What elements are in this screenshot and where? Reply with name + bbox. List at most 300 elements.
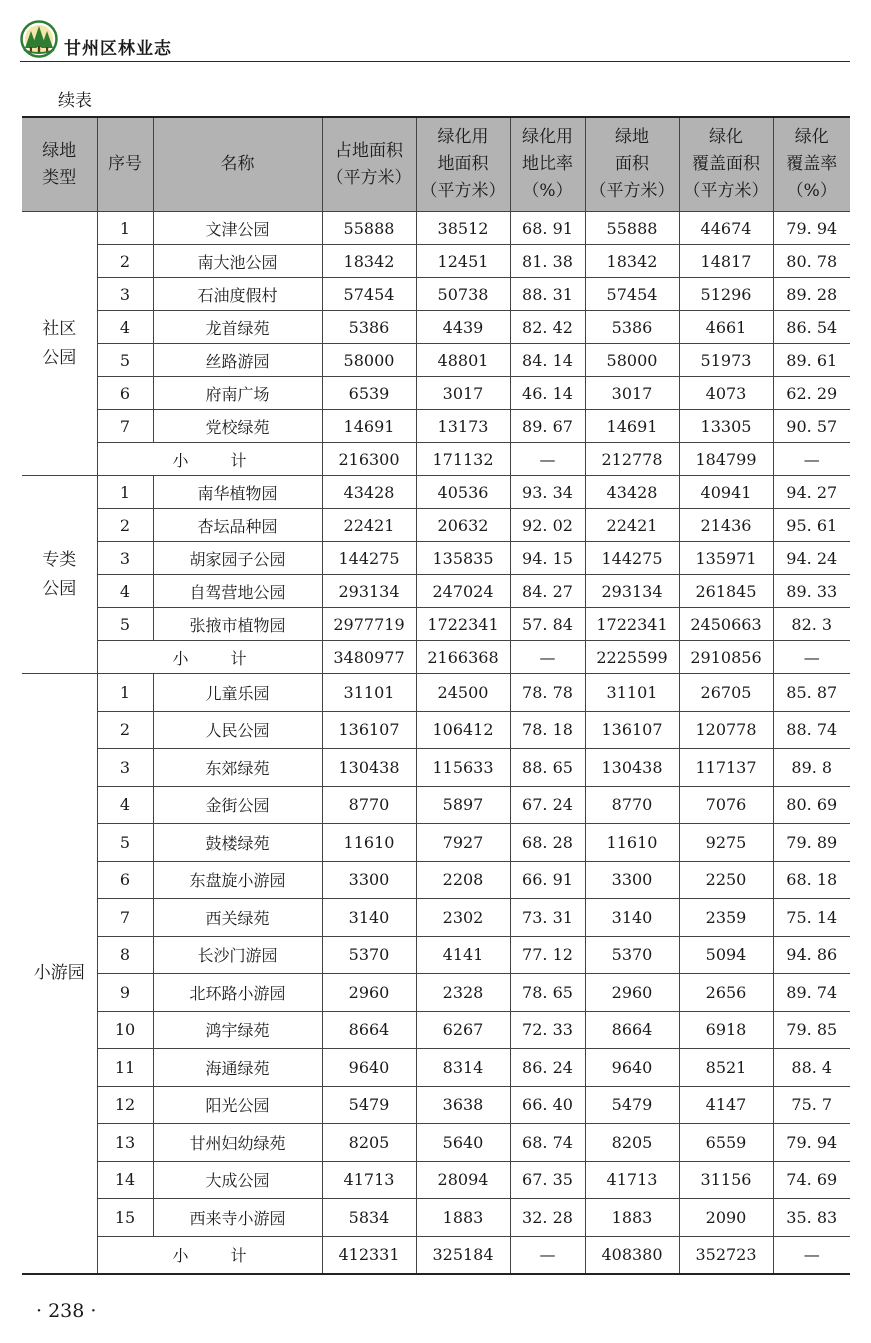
cell-name: 丝路游园 — [153, 344, 322, 377]
cell-green-land-ratio: 84. 14 — [510, 344, 585, 377]
page-header — [20, 20, 850, 64]
table-row — [22, 1011, 850, 1049]
category-line: 小游园 — [33, 963, 85, 983]
cell-green-land-ratio: 88. 31 — [510, 278, 585, 311]
cell-name: 南大池公园 — [153, 245, 322, 278]
subtotal-value: 352723 — [679, 1236, 773, 1274]
cell-green-land-area: 20632 — [416, 509, 510, 542]
cell-coverage-rate: 35. 83 — [773, 1199, 850, 1237]
cell-green-land-ratio: 68. 74 — [510, 1124, 585, 1162]
cell-name: 海通绿苑 — [153, 1049, 322, 1087]
cell-green-area: 43428 — [585, 476, 679, 509]
header-land-area — [322, 117, 416, 212]
cell-coverage-rate: 89. 74 — [773, 974, 850, 1012]
cell-coverage-rate: 89. 8 — [773, 749, 850, 787]
cell-land-area: 8770 — [322, 786, 416, 824]
cell-index: 1 — [97, 674, 153, 712]
cell-index: 6 — [97, 377, 153, 410]
cell-land-area: 3140 — [322, 899, 416, 937]
cell-green-land-ratio: 66. 91 — [510, 861, 585, 899]
cell-green-area: 9640 — [585, 1049, 679, 1087]
cell-green-area: 5370 — [585, 936, 679, 974]
table-row — [22, 278, 850, 311]
subtotal-value: 325184 — [416, 1236, 510, 1274]
subtotal-label — [97, 1236, 322, 1274]
header-line: 绿化用 — [437, 127, 489, 147]
subtotal-value: — — [510, 641, 585, 674]
cell-coverage-area: 44674 — [679, 212, 773, 245]
subtotal-value: 184799 — [679, 443, 773, 476]
cell-name: 胡家园子公园 — [153, 542, 322, 575]
cell-green-area: 3140 — [585, 899, 679, 937]
table-row — [22, 410, 850, 443]
header-line: 地面积 — [437, 154, 489, 174]
cell-coverage-rate: 80. 78 — [773, 245, 850, 278]
cell-index: 4 — [97, 311, 153, 344]
table-row — [22, 786, 850, 824]
header-coverage-rate — [773, 117, 850, 212]
cell-green-area: 5479 — [585, 1086, 679, 1124]
cell-green-land-ratio: 78. 18 — [510, 711, 585, 749]
cell-coverage-rate: 88. 4 — [773, 1049, 850, 1087]
table-row — [22, 749, 850, 787]
cell-green-land-ratio: 57. 84 — [510, 608, 585, 641]
cell-green-land-area: 1722341 — [416, 608, 510, 641]
cell-coverage-rate: 75. 14 — [773, 899, 850, 937]
header-divider — [20, 61, 850, 62]
cell-index: 14 — [97, 1161, 153, 1199]
cell-index: 6 — [97, 861, 153, 899]
table-row — [22, 509, 850, 542]
header-line: （平方米） — [589, 181, 675, 201]
cell-index: 8 — [97, 936, 153, 974]
cell-land-area: 41713 — [322, 1161, 416, 1199]
cell-green-area: 2960 — [585, 974, 679, 1012]
cell-green-land-ratio: 72. 33 — [510, 1011, 585, 1049]
subtotal-value: — — [773, 641, 850, 674]
cell-coverage-rate: 90. 57 — [773, 410, 850, 443]
cell-green-land-ratio: 78. 65 — [510, 974, 585, 1012]
table-row — [22, 711, 850, 749]
cell-coverage-rate: 89. 61 — [773, 344, 850, 377]
cell-coverage-rate: 80. 69 — [773, 786, 850, 824]
cell-green-area: 57454 — [585, 278, 679, 311]
cell-green-land-ratio: 88. 65 — [510, 749, 585, 787]
header-index — [97, 117, 153, 212]
cell-coverage-area: 40941 — [679, 476, 773, 509]
cell-green-land-ratio: 73. 31 — [510, 899, 585, 937]
green-space-table — [22, 116, 850, 1275]
subtotal-value: 2166368 — [416, 641, 510, 674]
table-row — [22, 608, 850, 641]
cell-land-area: 18342 — [322, 245, 416, 278]
subtotal-label-a: 小 — [172, 1246, 189, 1266]
cell-index: 1 — [97, 476, 153, 509]
cell-name: 东郊绿苑 — [153, 749, 322, 787]
subtotal-row — [22, 443, 850, 476]
cell-green-land-ratio: 68. 91 — [510, 212, 585, 245]
header-line: （平方米） — [420, 181, 506, 201]
subtotal-value: 212778 — [585, 443, 679, 476]
header-green-land-area — [416, 117, 510, 212]
cell-name: 龙首绿苑 — [153, 311, 322, 344]
cell-index: 12 — [97, 1086, 153, 1124]
cell-green-area: 130438 — [585, 749, 679, 787]
cell-coverage-area: 13305 — [679, 410, 773, 443]
cell-land-area: 55888 — [322, 212, 416, 245]
cell-green-land-area: 247024 — [416, 575, 510, 608]
cell-index: 4 — [97, 786, 153, 824]
cell-coverage-area: 261845 — [679, 575, 773, 608]
forest-logo-icon — [20, 20, 58, 58]
table-row — [22, 212, 850, 245]
cell-name: 文津公园 — [153, 212, 322, 245]
subtotal-label — [97, 641, 322, 674]
cell-coverage-area: 9275 — [679, 824, 773, 862]
cell-coverage-rate: 94. 24 — [773, 542, 850, 575]
book-title: 甘州区林业志 — [64, 39, 172, 59]
cell-coverage-rate: 82. 3 — [773, 608, 850, 641]
header-line: 面积 — [615, 154, 649, 174]
cell-name: 阳光公园 — [153, 1086, 322, 1124]
header-line: （%） — [786, 181, 837, 201]
cell-green-area: 8664 — [585, 1011, 679, 1049]
cell-coverage-area: 2359 — [679, 899, 773, 937]
cell-green-area: 8205 — [585, 1124, 679, 1162]
subtotal-label-a: 小 — [172, 648, 189, 668]
cell-land-area: 58000 — [322, 344, 416, 377]
table-caption: 续表 — [58, 91, 92, 111]
header-line: （平方米） — [683, 181, 769, 201]
cell-index: 4 — [97, 575, 153, 608]
cell-name: 党校绿苑 — [153, 410, 322, 443]
cell-coverage-area: 8521 — [679, 1049, 773, 1087]
table-row — [22, 1049, 850, 1087]
cell-name: 自驾营地公园 — [153, 575, 322, 608]
category-line: 社区 — [42, 318, 77, 339]
cell-name: 甘州妇幼绿苑 — [153, 1124, 322, 1162]
subtotal-row — [22, 1236, 850, 1274]
cell-name: 儿童乐园 — [153, 674, 322, 712]
cell-green-land-area: 5897 — [416, 786, 510, 824]
cell-index: 5 — [97, 824, 153, 862]
cell-land-area: 130438 — [322, 749, 416, 787]
cell-coverage-rate: 89. 33 — [773, 575, 850, 608]
cell-coverage-area: 5094 — [679, 936, 773, 974]
cell-name: 人民公园 — [153, 711, 322, 749]
cell-name: 府南广场 — [153, 377, 322, 410]
subtotal-value: 216300 — [322, 443, 416, 476]
subtotal-value: 3480977 — [322, 641, 416, 674]
cell-land-area: 22421 — [322, 509, 416, 542]
cell-green-land-area: 3638 — [416, 1086, 510, 1124]
table-row — [22, 1124, 850, 1162]
cell-name: 东盘旋小游园 — [153, 861, 322, 899]
cell-green-land-ratio: 93. 34 — [510, 476, 585, 509]
cell-index: 3 — [97, 542, 153, 575]
cell-coverage-rate: 86. 54 — [773, 311, 850, 344]
header-line: 绿地 — [42, 140, 77, 161]
cell-coverage-area: 31156 — [679, 1161, 773, 1199]
cell-coverage-rate: 89. 28 — [773, 278, 850, 311]
cell-name: 石油度假村 — [153, 278, 322, 311]
table-row — [22, 245, 850, 278]
cell-green-area: 1883 — [585, 1199, 679, 1237]
cell-green-land-ratio: 81. 38 — [510, 245, 585, 278]
cell-name: 鼓楼绿苑 — [153, 824, 322, 862]
cell-land-area: 3300 — [322, 861, 416, 899]
cell-green-area: 41713 — [585, 1161, 679, 1199]
table-row — [22, 936, 850, 974]
cell-coverage-area: 2656 — [679, 974, 773, 1012]
header-line: 覆盖率 — [786, 154, 838, 174]
subtotal-value: 2225599 — [585, 641, 679, 674]
subtotal-label — [97, 443, 322, 476]
cell-green-land-area: 5640 — [416, 1124, 510, 1162]
cell-land-area: 2960 — [322, 974, 416, 1012]
cell-coverage-area: 4661 — [679, 311, 773, 344]
cell-green-land-area: 50738 — [416, 278, 510, 311]
cell-land-area: 136107 — [322, 711, 416, 749]
table-row — [22, 311, 850, 344]
cell-coverage-area: 4073 — [679, 377, 773, 410]
header-line: 覆盖面积 — [692, 154, 760, 174]
table-row — [22, 575, 850, 608]
category-cell — [22, 674, 97, 1275]
subtotal-value: 171132 — [416, 443, 510, 476]
cell-name: 长沙门游园 — [153, 936, 322, 974]
cell-coverage-rate: 75. 7 — [773, 1086, 850, 1124]
cell-land-area: 5386 — [322, 311, 416, 344]
subtotal-value: 2910856 — [679, 641, 773, 674]
header-line: 绿化 — [709, 127, 743, 147]
cell-green-land-area: 24500 — [416, 674, 510, 712]
cell-coverage-area: 21436 — [679, 509, 773, 542]
cell-green-land-ratio: 67. 24 — [510, 786, 585, 824]
cell-coverage-area: 51973 — [679, 344, 773, 377]
cell-green-land-area: 7927 — [416, 824, 510, 862]
cell-green-land-area: 6267 — [416, 1011, 510, 1049]
cell-coverage-area: 14817 — [679, 245, 773, 278]
cell-green-area: 3300 — [585, 861, 679, 899]
category-line: 专类 — [42, 549, 77, 570]
cell-green-land-ratio: 92. 02 — [510, 509, 585, 542]
table-header-row — [22, 117, 850, 212]
header-line: （%） — [522, 181, 573, 201]
header-line: 绿化用 — [522, 127, 573, 147]
cell-name: 鸿宇绿苑 — [153, 1011, 322, 1049]
table-row — [22, 344, 850, 377]
cell-land-area: 43428 — [322, 476, 416, 509]
cell-green-area: 5386 — [585, 311, 679, 344]
cell-coverage-area: 2450663 — [679, 608, 773, 641]
cell-green-area: 1722341 — [585, 608, 679, 641]
cell-land-area: 8664 — [322, 1011, 416, 1049]
header-line: 名称 — [220, 154, 255, 174]
table-row — [22, 377, 850, 410]
table-row — [22, 542, 850, 575]
cell-coverage-rate: 74. 69 — [773, 1161, 850, 1199]
header-line: 占地面积 — [335, 140, 403, 161]
cell-land-area: 31101 — [322, 674, 416, 712]
cell-green-area: 31101 — [585, 674, 679, 712]
cell-coverage-rate: 88. 74 — [773, 711, 850, 749]
cell-index: 5 — [97, 608, 153, 641]
cell-index: 11 — [97, 1049, 153, 1087]
cell-index: 2 — [97, 711, 153, 749]
cell-coverage-rate: 79. 89 — [773, 824, 850, 862]
cell-index: 9 — [97, 974, 153, 1012]
cell-name: 西来寺小游园 — [153, 1199, 322, 1237]
cell-green-land-area: 13173 — [416, 410, 510, 443]
cell-green-land-ratio: 67. 35 — [510, 1161, 585, 1199]
header-green-area — [585, 117, 679, 212]
cell-green-land-area: 4439 — [416, 311, 510, 344]
header-line: 地比率 — [522, 154, 573, 174]
header-line: 绿化 — [794, 127, 829, 147]
cell-coverage-rate: 95. 61 — [773, 509, 850, 542]
cell-coverage-area: 117137 — [679, 749, 773, 787]
cell-green-area: 8770 — [585, 786, 679, 824]
cell-green-area: 55888 — [585, 212, 679, 245]
cell-name: 张掖市植物园 — [153, 608, 322, 641]
cell-green-land-area: 28094 — [416, 1161, 510, 1199]
subtotal-value: — — [773, 443, 850, 476]
cell-coverage-rate: 94. 86 — [773, 936, 850, 974]
cell-coverage-rate: 85. 87 — [773, 674, 850, 712]
cell-green-land-ratio: 78. 78 — [510, 674, 585, 712]
subtotal-value: — — [773, 1236, 850, 1274]
cell-coverage-area: 2250 — [679, 861, 773, 899]
cell-green-land-ratio: 89. 67 — [510, 410, 585, 443]
cell-green-area: 136107 — [585, 711, 679, 749]
subtotal-value: — — [510, 1236, 585, 1274]
cell-green-area: 11610 — [585, 824, 679, 862]
header-line: 序号 — [108, 154, 142, 174]
cell-green-land-area: 135835 — [416, 542, 510, 575]
cell-index: 7 — [97, 410, 153, 443]
header-line: （平方米） — [326, 167, 412, 188]
cell-green-land-area: 40536 — [416, 476, 510, 509]
cell-green-land-ratio: 32. 28 — [510, 1199, 585, 1237]
cell-land-area: 11610 — [322, 824, 416, 862]
cell-green-land-area: 1883 — [416, 1199, 510, 1237]
cell-index: 2 — [97, 509, 153, 542]
header-line: 类型 — [42, 167, 77, 188]
cell-name: 北环路小游园 — [153, 974, 322, 1012]
cell-green-land-ratio: 46. 14 — [510, 377, 585, 410]
subtotal-label-b: 计 — [230, 648, 247, 668]
table-row — [22, 1086, 850, 1124]
cell-green-land-area: 8314 — [416, 1049, 510, 1087]
subtotal-row — [22, 641, 850, 674]
cell-coverage-area: 6918 — [679, 1011, 773, 1049]
header-coverage-area — [679, 117, 773, 212]
cell-name: 大成公园 — [153, 1161, 322, 1199]
table-row — [22, 1161, 850, 1199]
table-row — [22, 899, 850, 937]
header-name — [153, 117, 322, 212]
table-row — [22, 974, 850, 1012]
cell-green-area: 58000 — [585, 344, 679, 377]
cell-green-land-ratio: 82. 42 — [510, 311, 585, 344]
cell-green-area: 3017 — [585, 377, 679, 410]
cell-index: 7 — [97, 899, 153, 937]
cell-green-area: 22421 — [585, 509, 679, 542]
cell-land-area: 2977719 — [322, 608, 416, 641]
cell-green-land-area: 4141 — [416, 936, 510, 974]
header-line: 绿地 — [615, 127, 649, 147]
cell-coverage-area: 120778 — [679, 711, 773, 749]
cell-green-land-ratio: 68. 28 — [510, 824, 585, 862]
cell-green-land-area: 115633 — [416, 749, 510, 787]
table-row — [22, 1199, 850, 1237]
subtotal-label-a: 小 — [172, 450, 189, 470]
cell-name: 南华植物园 — [153, 476, 322, 509]
cell-green-land-area: 2328 — [416, 974, 510, 1012]
cell-coverage-rate: 79. 85 — [773, 1011, 850, 1049]
subtotal-value: 412331 — [322, 1236, 416, 1274]
cell-land-area: 14691 — [322, 410, 416, 443]
cell-green-land-area: 38512 — [416, 212, 510, 245]
table-row — [22, 824, 850, 862]
cell-land-area: 57454 — [322, 278, 416, 311]
cell-index: 10 — [97, 1011, 153, 1049]
cell-coverage-area: 2090 — [679, 1199, 773, 1237]
table-row — [22, 861, 850, 899]
cell-land-area: 6539 — [322, 377, 416, 410]
cell-green-area: 18342 — [585, 245, 679, 278]
page-number: · 238 · — [36, 1300, 97, 1322]
cell-coverage-area: 135971 — [679, 542, 773, 575]
subtotal-value: — — [510, 443, 585, 476]
cell-green-land-area: 106412 — [416, 711, 510, 749]
cell-green-land-ratio: 94. 15 — [510, 542, 585, 575]
subtotal-value: 408380 — [585, 1236, 679, 1274]
cell-green-area: 14691 — [585, 410, 679, 443]
cell-name: 西关绿苑 — [153, 899, 322, 937]
cell-land-area: 5370 — [322, 936, 416, 974]
cell-land-area: 9640 — [322, 1049, 416, 1087]
cell-land-area: 5834 — [322, 1199, 416, 1237]
category-cell — [22, 212, 97, 476]
cell-coverage-area: 6559 — [679, 1124, 773, 1162]
category-line: 公园 — [42, 347, 77, 368]
table-row — [22, 674, 850, 712]
cell-index: 1 — [97, 212, 153, 245]
table-row — [22, 476, 850, 509]
cell-green-land-ratio: 77. 12 — [510, 936, 585, 974]
cell-index: 5 — [97, 344, 153, 377]
cell-green-land-area: 2208 — [416, 861, 510, 899]
cell-coverage-area: 26705 — [679, 674, 773, 712]
cell-name: 金街公园 — [153, 786, 322, 824]
cell-index: 3 — [97, 278, 153, 311]
cell-index: 15 — [97, 1199, 153, 1237]
cell-coverage-area: 7076 — [679, 786, 773, 824]
cell-coverage-rate: 79. 94 — [773, 212, 850, 245]
cell-land-area: 8205 — [322, 1124, 416, 1162]
cell-index: 13 — [97, 1124, 153, 1162]
cell-name: 杏坛品种园 — [153, 509, 322, 542]
cell-green-land-area: 48801 — [416, 344, 510, 377]
cell-coverage-rate: 68. 18 — [773, 861, 850, 899]
cell-green-area: 144275 — [585, 542, 679, 575]
cell-green-land-ratio: 66. 40 — [510, 1086, 585, 1124]
cell-land-area: 5479 — [322, 1086, 416, 1124]
cell-coverage-rate: 62. 29 — [773, 377, 850, 410]
category-line: 公园 — [42, 578, 77, 599]
